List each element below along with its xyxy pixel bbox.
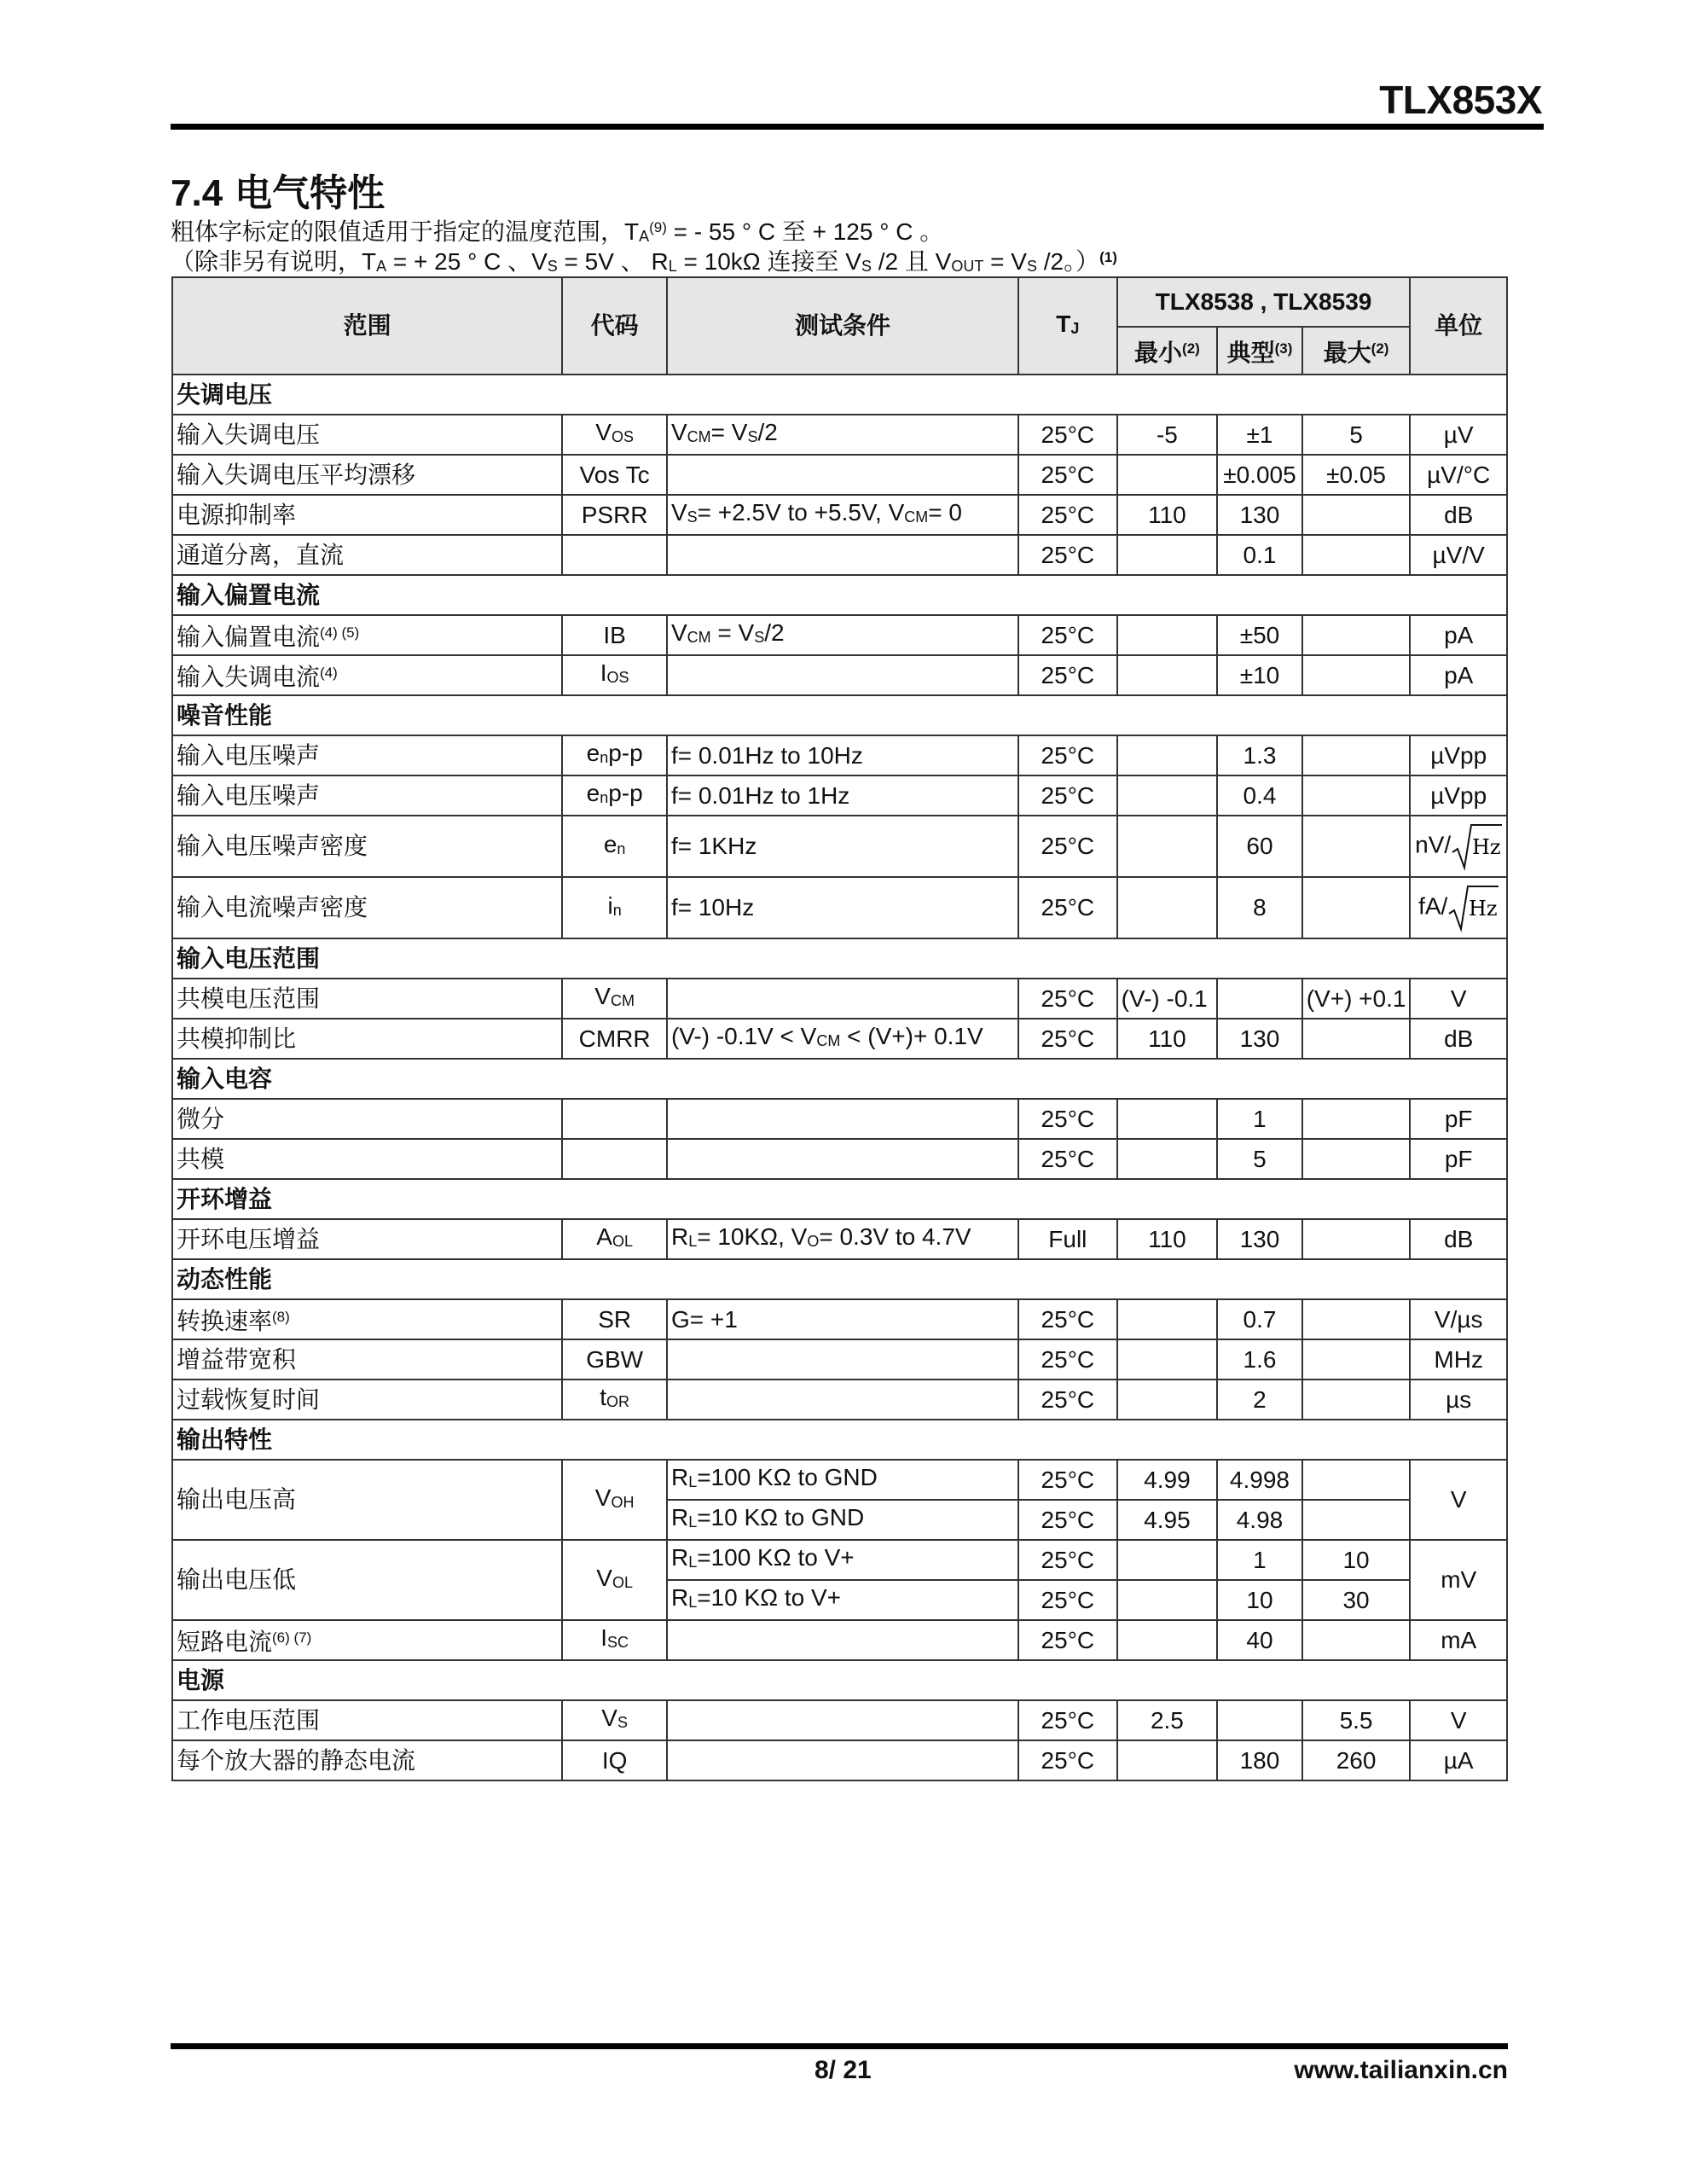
header-range: 范围 <box>172 277 562 375</box>
unit-sqrt-hz: fA/ Hz <box>1410 877 1507 938</box>
header-max: 最大$^{(2)}$ <box>1302 327 1411 375</box>
table-row: 输入电压噪声 $e_np-p$ f= 0.01Hz to 10Hz 25°C 1.3 µVpp <box>172 735 1507 775</box>
table-row: 共模电压范围 $V_{CM}$ 25°C (V-) -0.1 (V+) +0.1 V <box>172 979 1507 1019</box>
table-row: 输出电压高 $V_{OH}$ $R_L=100$ KΩ to GND 25°C 4.99 4.998 V <box>172 1460 1507 1500</box>
table-row: 每个放大器的静态电流 IQ 25°C 180 260 µA <box>172 1740 1507 1780</box>
category-power: 电源 <box>172 1660 1507 1700</box>
table-row: $R_L=10$ KΩ to GND 25°C 4.95 4.98 <box>172 1500 1507 1540</box>
table-row: 输入失调电压 $V_{OS}$ $V_{CM}= V_S/2$ 25°C -5 ±1 5 µV <box>172 415 1507 455</box>
table-row: 开环电压增益 $A_{OL}$ $R_L= 10K\Omega$, $V_O= 0.3V$ to 4.7V Full 110 130 dB <box>172 1219 1507 1259</box>
conditions-note: （除非另有说明，$T_A$ = + 25 ° C 、$V_S = 5V$ 、 $R_L = 10k\Omega$ 连接至 $V_S$ /2 且 $V_{OUT} = V_S$ /2。）$^{(1)}$ <box>171 248 1117 275</box>
page-number: 8/ 21 <box>815 2056 872 2084</box>
category-row <box>172 938 1507 979</box>
section-number: 7.4 <box>171 172 223 214</box>
category-noise: 噪音性能 <box>172 695 1507 735</box>
table-row: 输出电压低 $V_{OL}$ $R_L=100$ KΩ to V+ 25°C 1 10 mV <box>172 1540 1507 1580</box>
category-row <box>172 1259 1507 1299</box>
category-openloop: 开环增益 <box>172 1179 1507 1219</box>
header-typ: 典型$^{(3)}$ <box>1217 327 1302 375</box>
svg-text:Hz: Hz <box>1472 835 1501 859</box>
table-row: 通道分离，直流 25°C 0.1 µV/V <box>172 535 1507 575</box>
header-min: 最小$^{(2)}$ <box>1117 327 1218 375</box>
table-row: 输入电压噪声密度 $e_n$ f= 1KHz 25°C 60 nV/ Hz <box>172 816 1507 877</box>
category-row <box>172 575 1507 615</box>
header-unit: 单位 <box>1410 277 1507 375</box>
section-title <box>171 162 385 217</box>
category-cap: 输入电容 <box>172 1059 1507 1099</box>
category-row <box>172 375 1507 415</box>
category-row <box>172 1179 1507 1219</box>
table-row: 共模 25°C 5 pF <box>172 1139 1507 1179</box>
website-link[interactable]: www.tailianxin.cn <box>1294 2056 1508 2084</box>
table-row: 增益带宽积 GBW 25°C 1.6 MHz <box>172 1339 1507 1380</box>
category-row <box>172 1059 1507 1099</box>
temperature-note: 粗体字标定的限值适用于指定的温度范围，$T_A^{(9)}$ = - 55 ° C 至 + 125 ° C 。 <box>171 218 944 245</box>
section-name: 电气特性 <box>235 172 386 214</box>
table-row: 过载恢复时间 $t_{OR}$ 25°C 2 µs <box>172 1380 1507 1420</box>
category-output: 输出特性 <box>172 1420 1507 1460</box>
brand-title: TLX853X <box>1379 78 1542 122</box>
table-row: 转换速率$^{(8)}$ SR G= +1 25°C 0.7 V/µs <box>172 1299 1507 1339</box>
table-row: 输入电流噪声密度 $i_n$ f= 10Hz 25°C 8 fA/ Hz <box>172 877 1507 938</box>
table-header-row-1 <box>172 277 1507 327</box>
category-dynamic: 动态性能 <box>172 1259 1507 1299</box>
table-row: 共模抑制比 CMRR (V-) $-0.1V < V_{CM} < (V+)+ 0.1V$ 25°C 110 130 dB <box>172 1019 1507 1059</box>
table-row: 输入失调电压平均漂移 Vos Tc 25°C ±0.005 ±0.05 µV/°C <box>172 455 1507 495</box>
svg-text:Hz: Hz <box>1469 897 1498 921</box>
category-row <box>172 1420 1507 1460</box>
table-row: $R_L=10$ KΩ to V+ 25°C 10 30 <box>172 1580 1507 1620</box>
table-row: 输入失调电流$^{(4)}$ $I_{OS}$ 25°C ±10 pA <box>172 655 1507 695</box>
header-code: 代码 <box>562 277 667 375</box>
sqrt-symbol-icon <box>1451 822 1502 871</box>
header-device: TLX8538 , TLX8539 <box>1117 277 1411 327</box>
unit-sqrt-hz: nV/ Hz <box>1410 816 1507 877</box>
category-bias: 输入偏置电流 <box>172 575 1507 615</box>
category-vrange: 输入电压范围 <box>172 938 1507 979</box>
footer-rule <box>171 2043 1508 2049</box>
electrical-characteristics-table <box>171 276 1508 1781</box>
category-row <box>172 1660 1507 1700</box>
category-offset: 失调电压 <box>172 375 1507 415</box>
table-row: 输入偏置电流$^{(4) (5)}$ IB $V_{CM} = V_S/2$ 25°C ±50 pA <box>172 615 1507 655</box>
table-row: 电源抑制率 PSRR $V_S= +2.5V$ to +5.5V, $V_{CM}= 0$ 25°C 110 130 dB <box>172 495 1507 535</box>
table-row: 微分 25°C 1 pF <box>172 1099 1507 1139</box>
table-row: 输入电压噪声 $e_np-p$ f= 0.01Hz to 1Hz 25°C 0.4 µVpp <box>172 775 1507 816</box>
category-row <box>172 695 1507 735</box>
header-tj: $T_J$ <box>1018 277 1117 375</box>
table-row: 短路电流$^{(6) (7)}$ $I_{SC}$ 25°C 40 mA <box>172 1620 1507 1660</box>
header-conditions: 测试条件 <box>667 277 1018 375</box>
table-row: 工作电压范围 $V_S$ 25°C 2.5 5.5 V <box>172 1700 1507 1740</box>
sqrt-symbol-icon <box>1447 883 1499 932</box>
header-rule <box>171 124 1544 130</box>
